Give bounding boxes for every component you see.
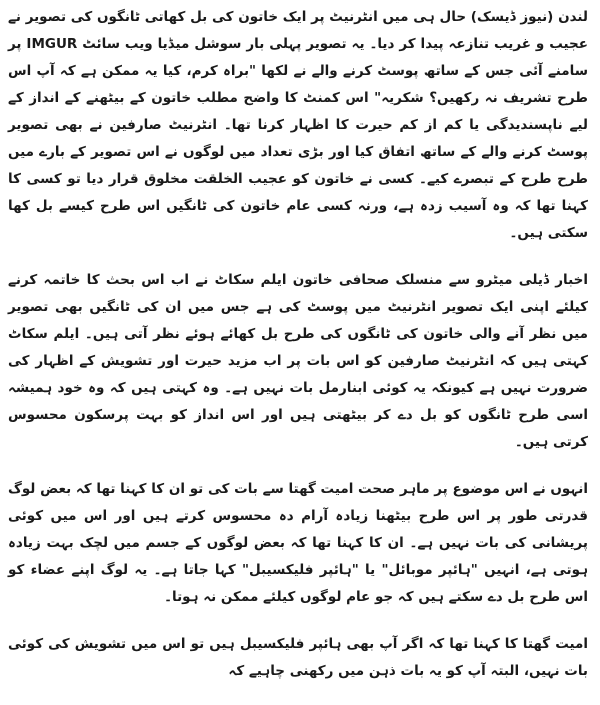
article-paragraph-4: امیت گھتا کا کہنا تھا کہ اگر آپ بھی ہائپر فلیکسیبل ہیں تو اس میں تشویش کی کوئی بات نہیں، البتہ آپ کو یہ بات ذہن میں رکھنی چاہیے کہ bbox=[8, 636, 588, 679]
article-paragraph-3: انہوں نے اس موضوع پر ماہر صحت امیت گھتا سے بات کی تو ان کا کہنا تھا کہ بعض لوگ قدرتی طور پر اس طرح بیٹھنا زیادہ آرام دہ محسوس کرتے ہیں اور اس میں کوئی پریشانی کی بات نہیں ہے۔ ان کا کہنا تھا کہ بعض لوگوں کے جسم میں لچک بہت زیادہ ہوتی ہے، انہیں "ہائپر موبائل" یا "ہائپر فلیکسیبل" کہا جاتا ہے۔ یہ لوگ اپنے عضاء کو اس طرح بل دے سکتے ہیں کہ جو عام لوگوں کیلئے ممکن نہ ہوتا۔ bbox=[8, 481, 588, 605]
article-paragraph-1: لندن (نیوز ڈیسک) حال ہی میں انٹرنیٹ پر ایک خاتون کی بل کھاتی ٹانگوں کی تصویر نے عجیب و غریب تنازعہ پیدا کر دیا۔ یہ تصویر پہلی بار سوشل میڈیا ویب سائٹ IMGUR پر سامنے آئی جس کے ساتھ پوسٹ کرنے والے نے لکھا "براہ کرم، کیا یہ ممکن ہے کہ آپ اس طرح تشریف نہ رکھیں؟ شکریہ" اس کمنٹ کا واضح مطلب خاتون کے بیٹھنے کے انداز کے لیے ناپسندیدگی یا کم از کم حیرت کا اظہار کرنا تھا۔ انٹرنیٹ صارفین نے بھی تصویر پوسٹ کرنے والے کے ساتھ اتفاق کیا اور بڑی تعداد میں لوگوں نے اس تصویر کے بارے میں طرح طرح کے تبصرے کیے۔ کسی نے خاتون کو عجیب الخلقت مخلوق قرار دیا تو کسی کا کہنا تھا کہ وہ آسیب زدہ ہے، ورنہ کسی عام خاتون کی ٹانگیں اس طرح کیسے بل کھا سکتی ہیں۔ bbox=[8, 9, 589, 241]
article-paragraph-2: اخبار ڈیلی میٹرو سے منسلک صحافی خاتون ایلم سکاٹ نے اب اس بحث کا خاتمہ کرنے کیلئے اپنی ایک تصویر انٹرنیٹ میں پوسٹ کی ہے جس میں ان کی ٹانگیں بھی تصویر میں نظر آنے والی خاتون کی ٹانگوں کی طرح بل کھائے ہوئے نظر آتی ہیں۔ ایلم سکاٹ کہتی ہیں کہ انٹرنیٹ صارفین کو اس بات پر اب مزید حیرت اور تشویش کے اظہار کی ضرورت نہیں ہے کیونکہ یہ کوئی ابنارمل بات نہیں ہے۔ وہ کہتی ہیں کہ وہ خود ہمیشہ اسی طرح ٹانگوں کو بل دے کر بیٹھتی ہیں اور اس انداز کو بہت پرسکون محسوس کرتی ہیں۔ bbox=[8, 272, 588, 450]
